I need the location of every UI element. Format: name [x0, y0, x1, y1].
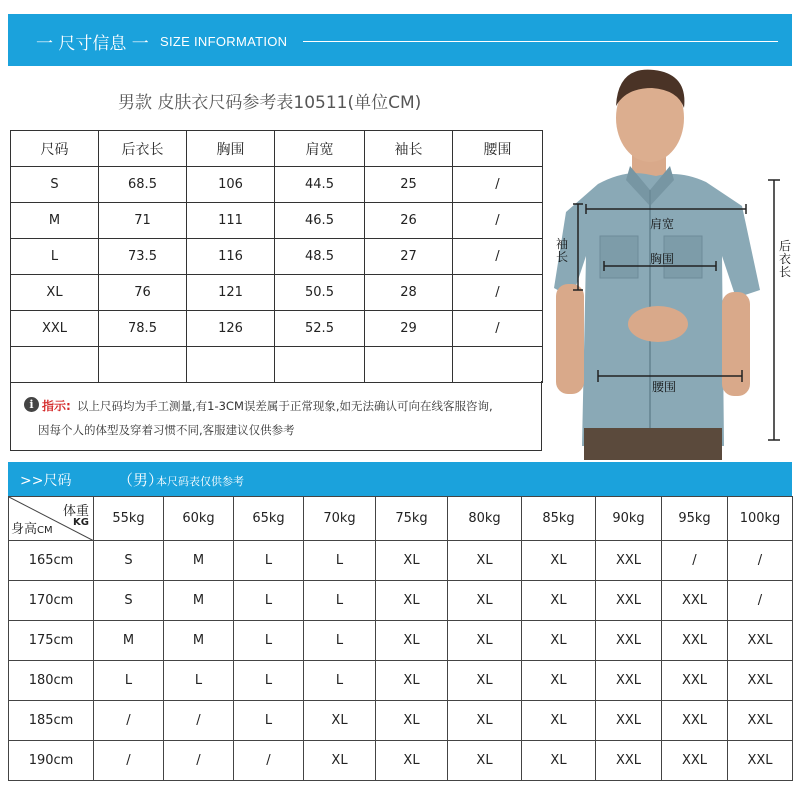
table-cell: XL [11, 275, 99, 311]
size-cell: XL [304, 741, 376, 781]
size-cell: L [164, 661, 234, 701]
weight-header: 75kg [376, 497, 448, 541]
table-row [9, 621, 793, 661]
column-header: 袖长 [365, 131, 453, 167]
size-cell: XL [376, 701, 448, 741]
size-cell: XL [376, 741, 448, 781]
garment-size-table [10, 130, 543, 383]
size-cell: L [304, 541, 376, 581]
size-cell: XXL [596, 581, 662, 621]
size-cell: XL [376, 661, 448, 701]
waist-label: 腰围 [652, 380, 677, 394]
header-subtitle: SIZE INFORMATION [160, 34, 288, 49]
column-header: 尺码 [11, 131, 99, 167]
table-cell [453, 347, 543, 383]
weight-header: 95kg [662, 497, 728, 541]
size-guide-gender: （男） [118, 471, 164, 489]
size-cell: XL [522, 581, 596, 621]
size-cell: M [94, 621, 164, 661]
table-cell [187, 347, 275, 383]
weight-header: 60kg [164, 497, 234, 541]
size-cell: L [234, 581, 304, 621]
weight-header: 80kg [448, 497, 522, 541]
size-cell: / [94, 741, 164, 781]
table-row [9, 541, 793, 581]
table-row [11, 167, 543, 203]
size-info-header [8, 14, 792, 66]
size-cell: / [728, 581, 793, 621]
note-label: 指示: [42, 399, 71, 413]
size-cell: XXL [596, 741, 662, 781]
table-cell: 46.5 [275, 203, 365, 239]
table-cell: 26 [365, 203, 453, 239]
height-axis-label [11, 518, 53, 537]
size-cell: M [164, 581, 234, 621]
size-cell: XXL [662, 621, 728, 661]
table-row [11, 311, 543, 347]
height-unit: CM [37, 525, 53, 536]
table-row [11, 239, 543, 275]
column-header: 肩宽 [275, 131, 365, 167]
info-icon: i [24, 397, 39, 412]
height-cell: 185cm [9, 701, 94, 741]
table-cell: M [11, 203, 99, 239]
table-cell: 78.5 [99, 311, 187, 347]
size-cell: XL [522, 541, 596, 581]
size-guide-note: 本尺码表仅供参考 [156, 475, 244, 488]
size-chart-title: 男款 皮肤衣尺码参考表10511(单位CM) [118, 93, 422, 113]
size-cell: / [94, 701, 164, 741]
shoulder-label: 肩宽 [650, 217, 675, 231]
size-cell: XL [448, 701, 522, 741]
size-cell: XL [522, 661, 596, 701]
table-cell: L [11, 239, 99, 275]
table-row [9, 661, 793, 701]
size-cell: L [234, 661, 304, 701]
size-cell: XXL [728, 661, 793, 701]
size-cell: XL [304, 701, 376, 741]
table-cell [365, 347, 453, 383]
weight-header: 65kg [234, 497, 304, 541]
table-cell: 121 [187, 275, 275, 311]
size-cell: XXL [596, 661, 662, 701]
size-cell: XXL [728, 741, 793, 781]
table-cell: 50.5 [275, 275, 365, 311]
weight-header: 85kg [522, 497, 596, 541]
size-cell: / [662, 541, 728, 581]
table-row [11, 347, 543, 383]
chest-label: 胸围 [650, 252, 675, 266]
size-cell: XXL [596, 701, 662, 741]
size-cell: / [728, 541, 793, 581]
size-cell: XXL [728, 621, 793, 661]
table-cell: 106 [187, 167, 275, 203]
size-cell: L [234, 541, 304, 581]
weight-header-row [9, 497, 793, 541]
table-cell: 27 [365, 239, 453, 275]
height-cell: 175cm [9, 621, 94, 661]
table-cell: 71 [99, 203, 187, 239]
height-weight-table [8, 496, 793, 781]
size-cell: XXL [728, 701, 793, 741]
weight-header: 100kg [728, 497, 793, 541]
size-cell: XL [448, 541, 522, 581]
table-cell: 116 [187, 239, 275, 275]
table-cell: 48.5 [275, 239, 365, 275]
size-cell: L [304, 581, 376, 621]
table-cell: 29 [365, 311, 453, 347]
size-cell: M [164, 541, 234, 581]
column-header: 胸围 [187, 131, 275, 167]
weight-unit: KG [73, 517, 89, 528]
size-cell: / [164, 701, 234, 741]
measurement-note [10, 381, 542, 451]
corner-cell [9, 497, 94, 541]
table-row [9, 701, 793, 741]
size-cell: XXL [662, 701, 728, 741]
table-cell: / [453, 239, 543, 275]
back-length-label: 后衣长 [779, 239, 792, 279]
height-cell: 170cm [9, 581, 94, 621]
size-cell: XXL [596, 541, 662, 581]
column-header: 后衣长 [99, 131, 187, 167]
table-cell: 76 [99, 275, 187, 311]
table-cell: 25 [365, 167, 453, 203]
size-cell: XL [522, 741, 596, 781]
size-cell: / [164, 741, 234, 781]
size-cell: XL [448, 581, 522, 621]
sleeve-label: 袖长 [556, 237, 569, 264]
table-cell: / [453, 275, 543, 311]
header-title: 一 尺寸信息 一 [36, 34, 149, 54]
height-axis-text: 身高 [11, 522, 38, 537]
height-cell: 190cm [9, 741, 94, 781]
note-text: 因每个人的体型及穿着习惯不同,客服建议仅供参考 [38, 423, 295, 437]
size-cell: XXL [596, 621, 662, 661]
size-cell: XL [448, 661, 522, 701]
size-cell: L [234, 701, 304, 741]
table-header-row [11, 131, 543, 167]
table-cell [275, 347, 365, 383]
table-cell: / [453, 203, 543, 239]
size-cell: S [94, 541, 164, 581]
weight-header: 90kg [596, 497, 662, 541]
note-text: 以上尺码均为手工测量,有1-3CM误差属于正常现象,如无法确认可向在线客服咨询, [77, 399, 493, 413]
size-cell: L [304, 661, 376, 701]
size-guide-label: >>尺码 [20, 473, 72, 489]
size-cell: M [164, 621, 234, 661]
size-cell: XXL [662, 581, 728, 621]
size-cell: XL [522, 701, 596, 741]
size-cell: XL [448, 621, 522, 661]
size-cell: XL [376, 541, 448, 581]
table-row [11, 275, 543, 311]
size-cell: / [234, 741, 304, 781]
table-cell: 68.5 [99, 167, 187, 203]
table-row [9, 741, 793, 781]
table-cell: 28 [365, 275, 453, 311]
size-cell: XL [522, 621, 596, 661]
size-guide-bar [8, 462, 792, 496]
table-row [11, 203, 543, 239]
size-cell: L [304, 621, 376, 661]
size-cell: XXL [662, 661, 728, 701]
height-cell: 180cm [9, 661, 94, 701]
table-cell: XXL [11, 311, 99, 347]
table-cell: / [453, 311, 543, 347]
table-cell: 52.5 [275, 311, 365, 347]
table-cell: 111 [187, 203, 275, 239]
table-cell [11, 347, 99, 383]
table-cell: 44.5 [275, 167, 365, 203]
weight-axis-label: 体重 [62, 504, 89, 519]
table-cell [99, 347, 187, 383]
size-cell: XL [448, 741, 522, 781]
size-cell: L [94, 661, 164, 701]
size-cell: S [94, 581, 164, 621]
weight-header: 55kg [94, 497, 164, 541]
model-photo [546, 66, 792, 460]
table-cell: / [453, 167, 543, 203]
table-cell: 126 [187, 311, 275, 347]
weight-header: 70kg [304, 497, 376, 541]
height-cell: 165cm [9, 541, 94, 581]
table-cell: S [11, 167, 99, 203]
table-row [9, 581, 793, 621]
size-cell: L [234, 621, 304, 661]
size-cell: XL [376, 621, 448, 661]
table-cell: 73.5 [99, 239, 187, 275]
size-cell: XL [376, 581, 448, 621]
column-header: 腰围 [453, 131, 543, 167]
header-rule [303, 41, 778, 42]
size-cell: XXL [662, 741, 728, 781]
